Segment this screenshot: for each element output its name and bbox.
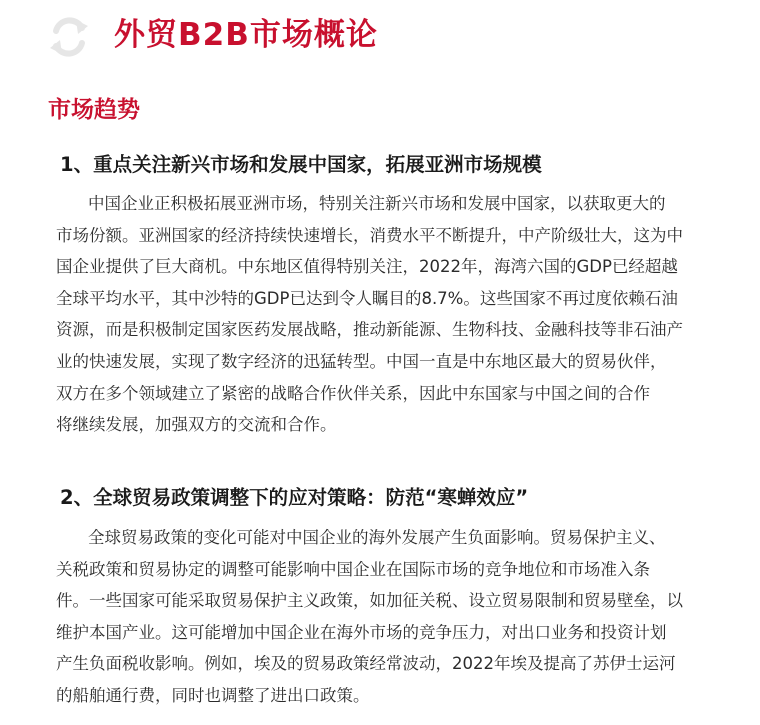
paragraph-line: 市场份额。亚洲国家的经济持续快速增长，消费水平不断提升，中产阶级壮大，这为中	[56, 225, 683, 245]
paragraph	[56, 188, 736, 441]
paragraph-line: 双方在多个领域建立了紧密的战略合作伙伴关系，因此中东国家与中国之间的合作	[56, 383, 650, 403]
paragraph-line: 的船舶通行费，同时也调整了进出口政策。	[56, 685, 370, 705]
paragraph-line: 全球平均水平，其中沙特的GDP已达到令人瞩目的8.7%。这些国家不再过度依赖石油	[56, 288, 678, 308]
paragraph-line: 业的快速发展，实现了数字经济的迅猛转型。中国一直是中东地区最大的贸易伙伴，	[56, 351, 667, 371]
paragraph-line: 产生负面税收影响。例如，埃及的贸易政策经常波动，2022年埃及提高了苏伊士运河	[56, 654, 676, 674]
page-header	[0, 0, 760, 78]
paragraph-line: 维护本国产业。这可能增加中国企业在海外市场的竞争压力，对出口业务和投资计划	[56, 622, 667, 642]
page-title: 外贸B2B市场概论	[114, 17, 378, 53]
subsection-heading: 2、全球贸易政策调整下的应对策略：防范“寒蝉效应”	[60, 486, 529, 509]
paragraph-line: 全球贸易政策的变化可能对中国企业的海外发展产生负面影响。贸易保护主义、	[88, 528, 666, 547]
paragraph	[56, 522, 736, 712]
exchange-arrows-icon	[46, 14, 92, 60]
section-title: 市场趋势	[48, 97, 140, 123]
paragraph-line: 件。一些国家可能采取贸易保护主义政策，如加征关税、设立贸易限制和贸易壁垒，以	[56, 591, 683, 611]
paragraph-line: 中国企业正积极拓展亚洲市场，特别关注新兴市场和发展中国家，以获取更大的	[88, 194, 666, 213]
paragraph-line: 资源，而是积极制定国家医药发展战略，推动新能源、生物科技、金融科技等非石油产	[56, 320, 683, 340]
subsection-heading: 1、重点关注新兴市场和发展中国家，拓展亚洲市场规模	[60, 153, 542, 176]
paragraph-line: 国企业提供了巨大商机。中东地区值得特别关注，2022年，海湾六国的GDP已经超越	[56, 257, 678, 277]
paragraph-line: 将继续发展，加强双方的交流和合作。	[56, 415, 337, 435]
paragraph-line: 关税政策和贸易协定的调整可能影响中国企业在国际市场的竞争地位和市场准入条	[56, 559, 650, 579]
